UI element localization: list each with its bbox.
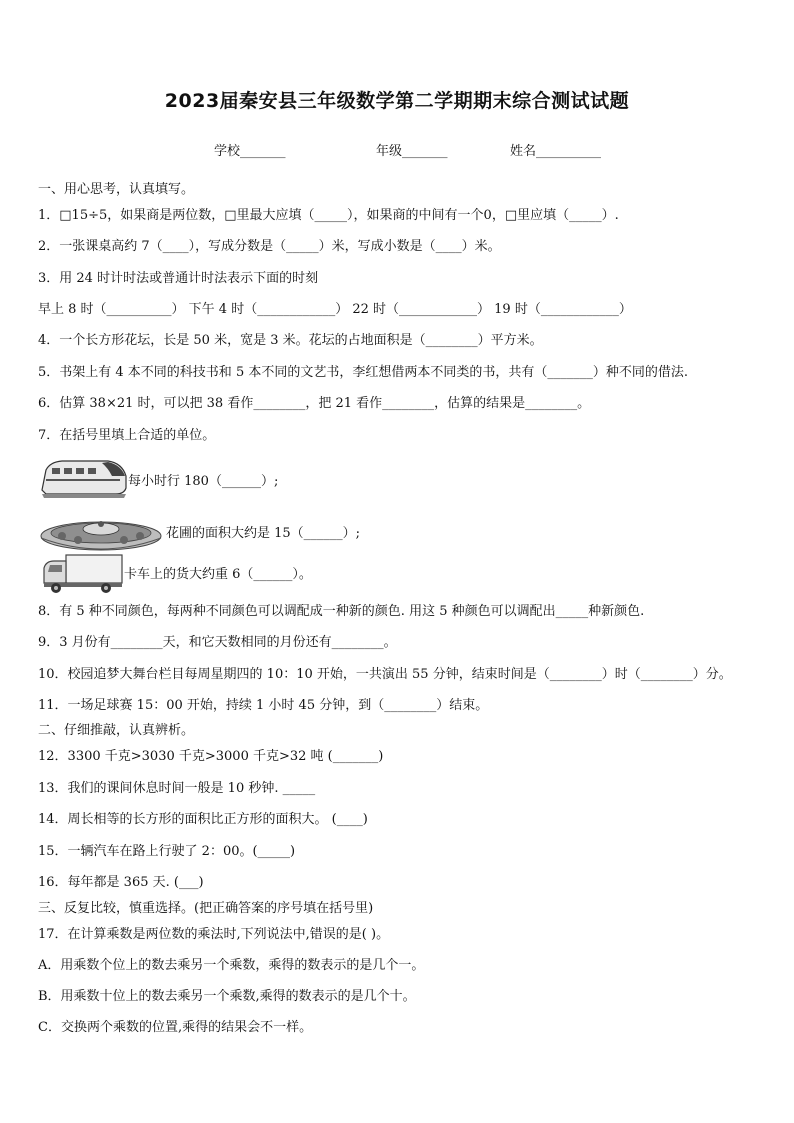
question-10: 10．校园追梦大舞台栏目每周星期四的 10：10 开始，一共演出 55 分钟，结束时间是（________）时（________）分。 — [38, 667, 732, 682]
truck-icon — [42, 552, 124, 594]
question-12: 12．3300 千克>3030 千克>3000 千克>32 吨 (_______) — [38, 749, 384, 764]
question-15: 15．一辆汽车在路上行驶了 2：00。(_____) — [38, 844, 296, 859]
question-7c: 卡车上的货大约重 6（______）。 — [124, 567, 312, 582]
question-11: 11．一场足球赛 15：00 开始，持续 1 小时 45 分钟，到（________）结束。 — [38, 698, 489, 713]
question-14: 14．周长相等的长方形的面积比正方形的面积大。 (____) — [38, 812, 368, 827]
flowerbed-icon — [38, 512, 164, 552]
question-8: 8．有 5 种不同颜色，每两种不同颜色可以调配成一种新的颜色. 用这 5 种颜色可以调配出_____种新颜色. — [38, 604, 645, 619]
question-3: 3．用 24 时计时法或普通计时法表示下面的时刻 — [38, 271, 319, 286]
question-4: 4．一个长方形花坛，长是 50 米，宽是 3 米。花坛的占地面积是（________）平方米。 — [38, 333, 543, 348]
page-title: 2023届秦安县三年级数学第二学期期末综合测试试题 — [164, 90, 630, 112]
question-7a: 每小时行 180（______）; — [128, 474, 279, 489]
section-heading: 一、用心思考，认真填写。 — [38, 182, 195, 197]
question-2: 2．一张课桌高约 7（____），写成分数是（_____）米，写成小数是（____）米。 — [38, 239, 501, 254]
school-field: 学校_______ — [214, 144, 286, 159]
question-1: 1．□15÷5，如果商是两位数，□里最大应填（_____），如果商的中间有一个0，□里应填（_____）. — [38, 208, 619, 223]
question-9: 9．3 月份有________天，和它天数相同的月份还有________。 — [38, 635, 397, 650]
question-16: 16．每年都是 365 天. (___) — [38, 875, 204, 890]
question-17: 17．在计算乘数是两位数的乘法时,下列说法中,错误的是( )。 — [38, 927, 390, 942]
name-field: 姓名__________ — [510, 144, 602, 159]
question-13: 13．我们的课间休息时间一般是 10 秒钟. _____ — [38, 781, 316, 796]
question-3-times: 早上 8 时（__________） 下午 4 时（____________） 22 时（____________） 19 时（____________） — [38, 302, 632, 317]
section-heading: 三、反复比较，慎重选择。(把正确答案的序号填在括号里) — [38, 901, 374, 916]
question-7b: 花圃的面积大约是 15（______）; — [166, 526, 361, 541]
grade-field: 年级_______ — [376, 144, 448, 159]
option-c: C．交换两个乘数的位置,乘得的结果会不一样。 — [38, 1020, 313, 1035]
question-6: 6．估算 38×21 时，可以把 38 看作________，把 21 看作________，估算的结果是________。 — [38, 396, 591, 411]
option-b: B．用乘数十位上的数去乘另一个乘数,乘得的数表示的是几个十。 — [38, 989, 416, 1004]
option-a: A．用乘数个位上的数去乘另一个乘数，乘得的数表示的是几个一。 — [38, 958, 425, 973]
section-heading: 二、仔细推敲，认真辨析。 — [38, 723, 195, 738]
question-7: 7．在括号里填上合适的单位。 — [38, 428, 216, 443]
train-icon — [38, 456, 128, 502]
question-5: 5．书架上有 4 本不同的科技书和 5 本不同的文艺书，李红想借两本不同类的书，共有（_______）种不同的借法. — [38, 365, 688, 380]
